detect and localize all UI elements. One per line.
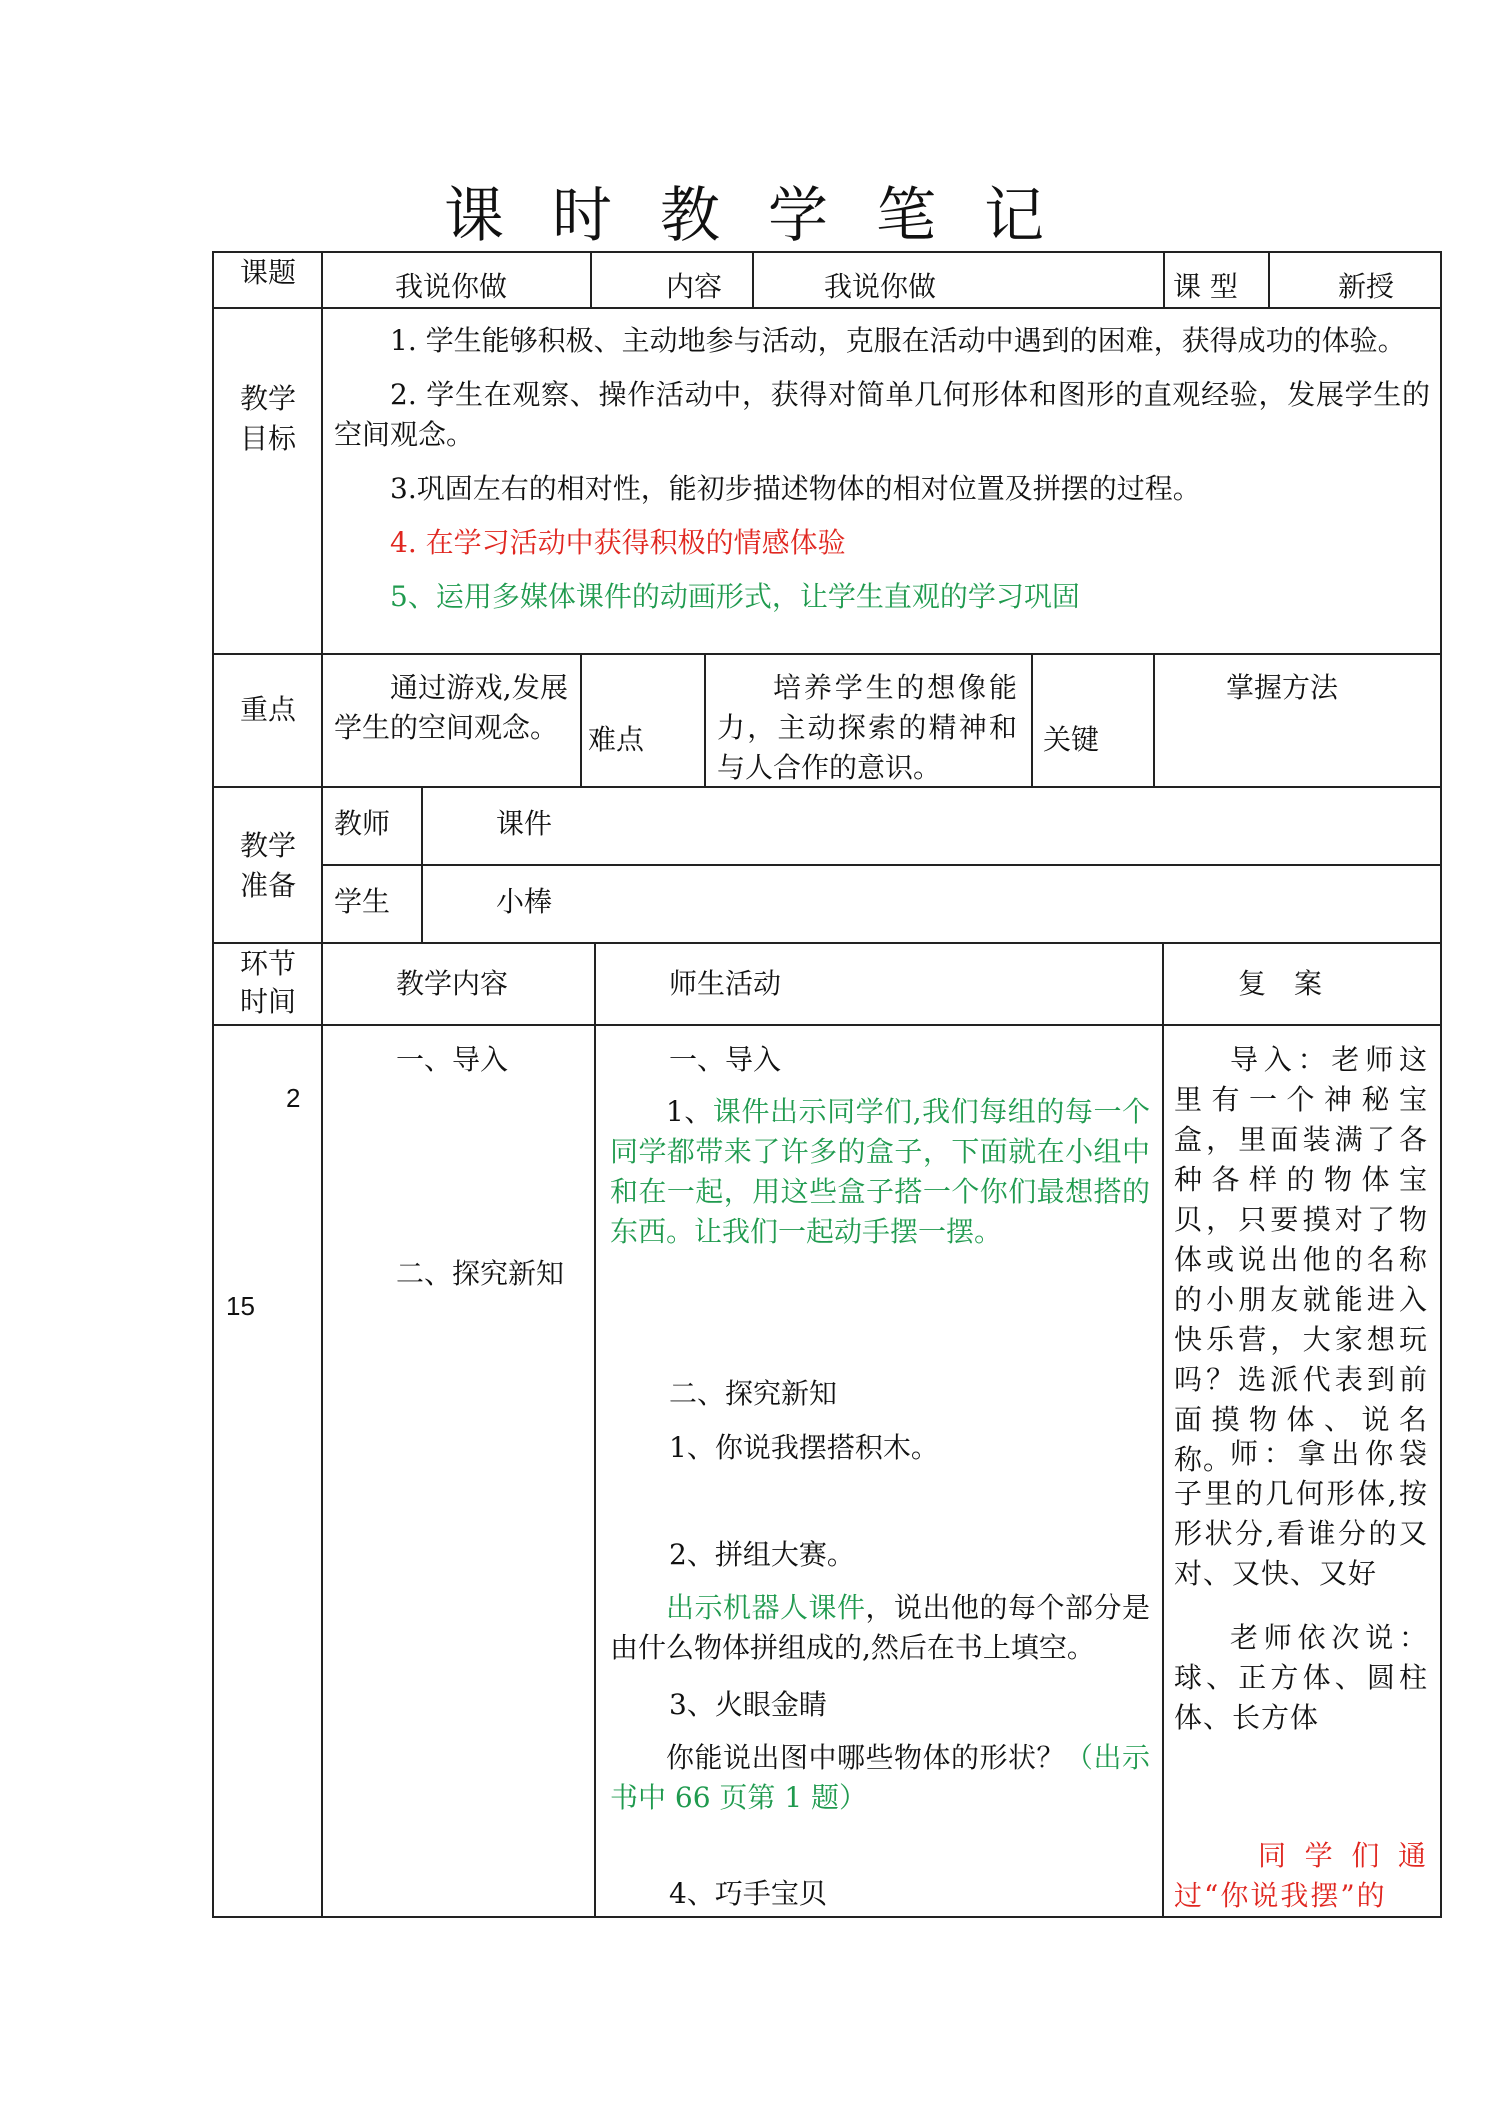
time-value: 2 (286, 1083, 301, 1113)
col-divider (421, 786, 423, 942)
activity-item: 2、拼组大赛。 (669, 1538, 855, 1571)
goal-item: 2. 学生在观察、操作活动中，获得对简单几何形体和图形的直观经验，发展学生的空间观念。 (334, 378, 1430, 451)
activity-item: 4、巧手宝贝 (669, 1877, 827, 1910)
row-divider (212, 942, 1442, 944)
activity-paragraph (610, 1588, 1150, 1668)
col-divider (1268, 251, 1270, 307)
topic-label: 课题 (240, 256, 297, 289)
col-divider (1031, 653, 1033, 786)
prep-student-value: 小棒 (496, 885, 553, 918)
row-divider (212, 307, 1442, 309)
col-divider (580, 653, 582, 786)
key-label: 重点 (240, 693, 297, 726)
review-paragraph: 导入：老师这里有一个神秘宝盒，里面装满了各种各样的物体宝贝，只要摸对了物体或说出他的名称的小朋友就能进入快乐营，大家想玩吗？选派代表到前面摸物体、说名称。 (1174, 1043, 1428, 1476)
row-divider (212, 1024, 1442, 1026)
difficult-value: 培养学生的想像能力，主动探索的精神和与人合作的意识。 (717, 671, 1017, 784)
activity-heading: 二、探究新知 (669, 1377, 838, 1410)
row-divider (321, 864, 1442, 866)
activity-paragraph (610, 1092, 1150, 1252)
goal-item: 4. 在学习活动中获得积极的情感体验 (390, 526, 846, 559)
crux-value: 掌握方法 (1226, 671, 1339, 704)
col-divider (594, 942, 596, 1918)
activity-green-text: （出示书中 66 页第 1 题） (610, 1741, 1150, 1814)
activity-text: ，说出他的每个部分是由什么物体拼组成的,然后在书上填空。 (610, 1591, 1150, 1664)
activity-text: 你能说出图中哪些物体的形状？ (666, 1741, 1065, 1774)
content-item: 一、导入 (396, 1043, 509, 1076)
goals-list (334, 321, 1430, 617)
goal-item: 1. 学生能够积极、主动地参与活动，克服在活动中遇到的困难，获得成功的体验。 (390, 324, 1406, 357)
topic-value: 我说你做 (395, 270, 508, 303)
activity-prefix: 1、 (666, 1095, 713, 1128)
activity-green-text: 课件出示同学们,我们每组的每一个同学都带来了许多的盒子，下面就在小组中和在一起，用这些盒子搭一个你们最想搭的东西。让我们一起动手摆一摆。 (610, 1095, 1150, 1248)
review-paragraph: 老师依次说：球、正方体、圆柱体、长方体 (1174, 1621, 1428, 1734)
prep-teacher-value: 课件 (496, 807, 553, 840)
col-divider (321, 251, 323, 1918)
content-value: 我说你做 (824, 270, 937, 303)
row-divider (212, 653, 1442, 655)
activity-heading: 一、导入 (669, 1043, 782, 1076)
prep-student-label: 学生 (334, 885, 391, 918)
header-stage-time: 环节时间 (240, 947, 297, 1018)
activity-paragraph (610, 1738, 1150, 1818)
content-item: 二、探究新知 (396, 1257, 565, 1290)
header-activity: 师生活动 (669, 967, 782, 1000)
difficult-label: 难点 (588, 723, 645, 756)
review-paragraph: 师：拿出你袋子里的几何形体,按形状分,看谁分的又对、又快、又好 (1174, 1437, 1428, 1590)
prep-label: 教学准备 (240, 829, 297, 902)
activity-item: 1、你说我摆搭积木。 (669, 1431, 939, 1464)
goal-item: 3.巩固左右的相对性，能初步描述物体的相对位置及拼摆的过程。 (390, 472, 1201, 505)
col-divider (590, 251, 592, 307)
type-label: 课 型 (1173, 270, 1238, 303)
header-review: 复 案 (1238, 967, 1323, 1000)
key-value: 通过游戏,发展学生的空间观念。 (334, 671, 568, 744)
time-value: 15 (226, 1291, 255, 1321)
col-divider (752, 251, 754, 307)
page-title: 课时教学笔记 (444, 181, 1092, 251)
col-divider (704, 653, 706, 786)
goals-label: 教学目标 (240, 382, 297, 455)
activity-item: 3、火眼金睛 (669, 1688, 827, 1721)
header-content: 教学内容 (396, 967, 509, 1000)
col-divider (1153, 653, 1155, 786)
prep-teacher-label: 教师 (334, 807, 391, 840)
goal-item: 5、运用多媒体课件的动画形式，让学生直观的学习巩固 (390, 580, 1080, 613)
col-divider (1163, 251, 1165, 307)
crux-label: 关键 (1043, 723, 1100, 756)
review-paragraph: 同学们通过“你说我摆”的 (1174, 1839, 1428, 1912)
type-value: 新授 (1338, 270, 1395, 303)
col-divider (1162, 942, 1164, 1918)
activity-green-text: 出示机器人课件 (666, 1591, 866, 1624)
content-label: 内容 (666, 270, 723, 303)
